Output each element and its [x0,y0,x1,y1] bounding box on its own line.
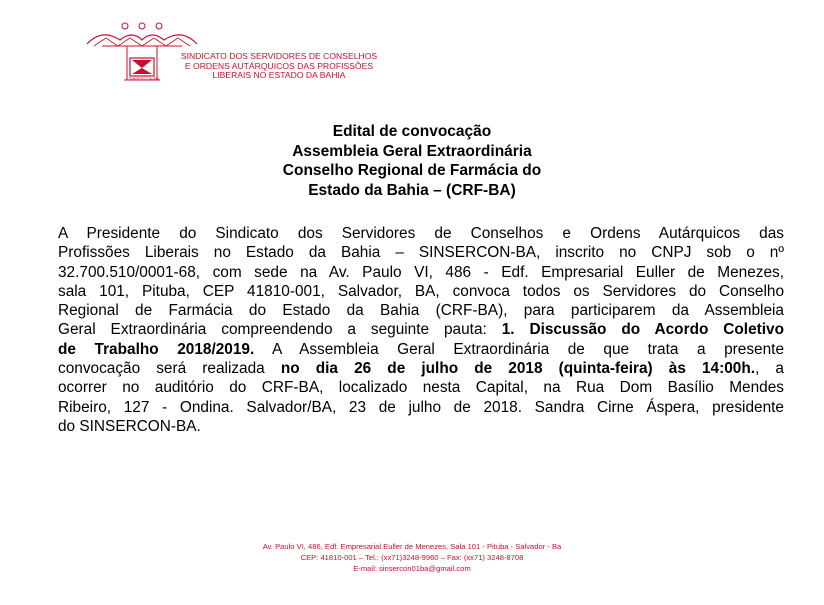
body-line: do SINSERCON-BA. [58,417,201,435]
document-title [0,122,824,200]
org-name-line: LIBERAIS NO ESTADO DA BAHIA [212,70,346,81]
sinsercon-logo [82,18,382,98]
title-line: Conselho Regional de Farmácia do [282,162,542,179]
org-name-line: SINDICATO DOS SERVIDORES DE CONSELHOS [180,51,378,61]
body-text: convocação será realizada [58,360,281,378]
body-line [58,320,784,339]
title-line: Edital de convocação [332,123,492,140]
agenda-item-cont: de Trabalho 2018/2019. [58,340,255,358]
footer-email: E-mail: sinsercon01ba@gmail.com [353,564,471,573]
body-line: ocorrer no auditório do CRF-BA, localizado nesta Capital, na Rua Dom Basílio Mendes [58,379,784,397]
body-line [58,340,784,359]
body-line: 32.700.510/0001-68, com sede na Av. Paulo VI, 486 - Edf. Empresarial Euller de Menezes, [58,263,784,281]
agenda-item: 1. Discussão do Acordo Coletivo [501,321,784,339]
body-line: sala 101, Pituba, CEP 41810-001, Salvador, BA, convoca todos os Servidores do Conselho [58,282,784,300]
body-line: Ribeiro, 127 - Ondina. Salvador/BA, 23 de julho de 2018. Sandra Cirne Áspera, presidente [58,398,784,416]
body-line: A Presidente do Sindicato dos Servidores de Conselhos e Ordens Autárquicos das [58,225,784,242]
body-line: Profissões Liberais no Estado da Bahia – SINSERCON-BA, inscrito no CNPJ sob o nº [58,244,784,262]
body-text: A Assembleia Geral Extraordinária de que trata a presente [254,340,785,358]
body-text: , a [755,360,784,378]
footer-line: CEP: 41810-001 – Tel.: (xx71)3248-9960 – Fax: (xx71) 3248-8708 [300,553,524,562]
footer-line: Av. Paulo VI, 486, Edf. Empresarial Euller de Menezes, Sala 101 - Pituba - Salvador - Ba [262,542,562,551]
title-line: Assembleia Geral Extraordinária [292,142,532,160]
convocation-body [58,224,784,436]
body-text: Geral Extraordinária compreendendo a seguinte pauta: [58,321,502,339]
title-line: Estado da Bahia – (CRF-BA) [308,181,516,199]
organization-name [164,52,394,81]
body-line: Regional de Farmácia do Estado da Bahia (CRF-BA), para participarem da Assembleia [58,302,784,320]
footer-address [0,541,824,574]
body-line [58,359,784,378]
logo-caption: SINSERCON-BA [128,76,160,81]
meeting-date: no dia 26 de julho de 2018 (quinta-feira) às 14:00h. [280,360,756,378]
org-name-line: E ORDENS AUTÁRQUICOS DAS PROFISSÕES [184,60,374,71]
